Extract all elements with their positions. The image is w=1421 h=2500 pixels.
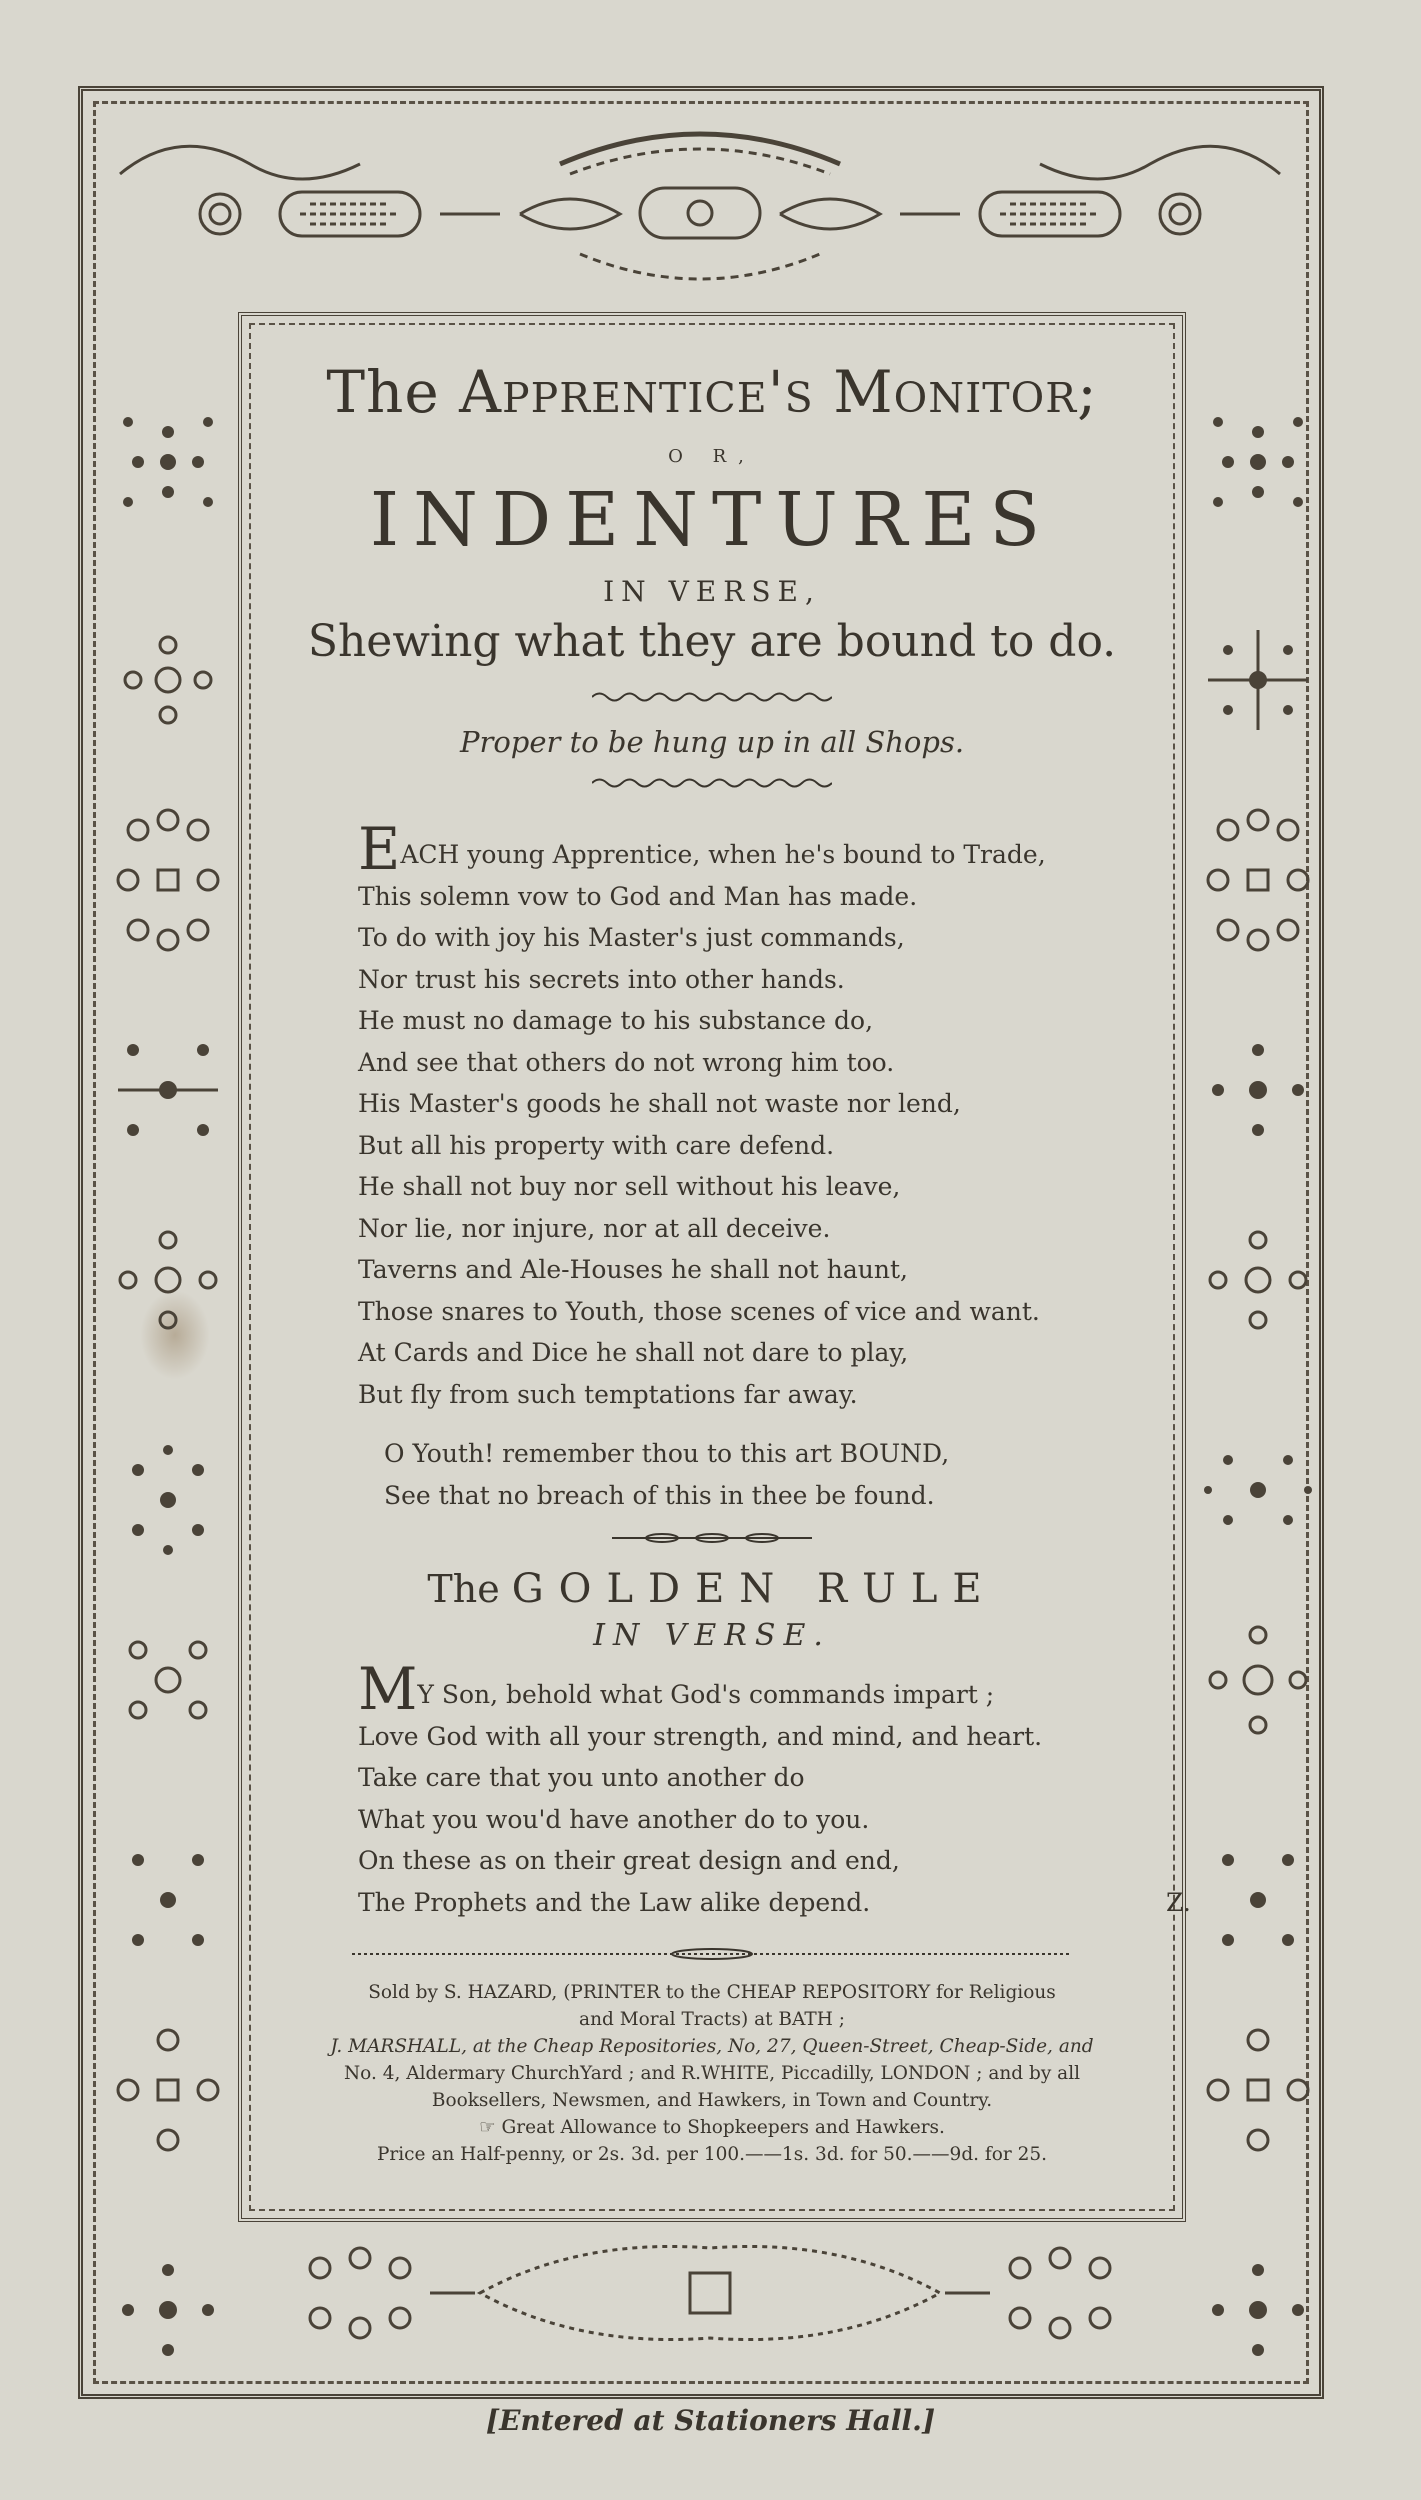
header-ornament	[100, 104, 1300, 304]
author-signature: Z.	[1166, 1887, 1191, 1917]
side-ornament-left-6	[98, 1420, 238, 1580]
side-ornament-right-6	[1188, 1410, 1328, 1570]
footer-ornament	[280, 2228, 1140, 2358]
side-ornament-left-1	[98, 382, 238, 542]
imprint-line: Booksellers, Newsmen, and Hawkers, in Town and Country.	[431, 2090, 993, 2111]
imprint-line: ☞ Great Allowance to Shopkeepers and Hawkers.	[479, 2117, 945, 2138]
verse-line: On these as on their great design and end,	[358, 1846, 900, 1875]
title-prefix: The	[326, 358, 460, 426]
title-shewing: Shewing what they are bound to do.	[307, 616, 1117, 667]
verse-line: His Master's goods he shall not waste nor lend,	[358, 1089, 961, 1118]
imprint-line: Sold by S. HAZARD, (PRINTER to the CHEAP REPOSITORY for Religious	[368, 1982, 1056, 2003]
verse-line: But all his property with care defend.	[358, 1130, 835, 1160]
printer-imprint	[262, 1979, 1162, 2168]
title-apprentices-monitor	[262, 358, 1162, 426]
verse-line	[358, 815, 1162, 883]
side-ornament-right-1	[1188, 382, 1328, 542]
side-ornament-left-9	[98, 2010, 238, 2170]
title-indentures: INDENTURES	[369, 477, 1055, 563]
title-or: O R,	[668, 446, 756, 467]
drop-cap: M	[358, 1655, 418, 1723]
golden-rule-word: GOLDEN RULE	[511, 1566, 997, 1612]
wavy-rule-1	[262, 689, 1162, 705]
title-main-smallcaps: Apprentice's Monitor;	[459, 358, 1098, 426]
imprint-line: Price an Half-penny, or 2s. 3d. per 100.——1s. 3d. for 50.——9d. for 25.	[376, 2144, 1048, 2165]
verse-line: Nor trust his secrets into other hands.	[358, 964, 845, 994]
verse-line	[358, 1655, 1162, 1723]
side-ornament-right-4	[1188, 1010, 1328, 1170]
side-ornament-left-5	[98, 1200, 238, 1360]
verse-line: This solemn vow to God and Man has made.	[358, 881, 918, 911]
broadside-content	[262, 330, 1191, 2168]
side-ornament-left-2	[98, 600, 238, 760]
verse-line: But fly from such temptations far away.	[358, 1379, 858, 1409]
verse-line: Nor lie, nor injure, nor at all deceive.	[358, 1213, 831, 1243]
closing-line: O Youth! remember thou to this art BOUND,	[384, 1439, 950, 1468]
verse-line: Take care that you unto another do	[358, 1763, 805, 1792]
verse-line: Those snares to Youth, those scenes of vice and want.	[358, 1296, 1040, 1326]
verse-line: He shall not buy nor sell without his leave,	[358, 1172, 901, 1201]
verse-line: At Cards and Dice he shall not dare to play,	[358, 1338, 909, 1367]
closing-line: See that no breach of this in thee be found.	[384, 1480, 935, 1510]
side-ornament-left-7	[98, 1600, 238, 1760]
drop-cap: E	[358, 815, 401, 883]
verse-line: He must no damage to his substance do,	[358, 1006, 874, 1035]
entered-at-stationers-hall: [Entered at Stationers Hall.]	[485, 2404, 936, 2437]
side-ornament-left-3	[98, 800, 238, 960]
subtitle-proper: Proper to be hung up in all Shops.	[459, 725, 965, 759]
imprint-divider	[262, 1945, 1162, 1965]
imprint-line: and Moral Tracts) at BATH ;	[579, 2009, 845, 2030]
side-ornament-left-8	[98, 1820, 238, 1980]
verse-line	[358, 1882, 1191, 1924]
verse-line: What you wou'd have another do to you.	[358, 1804, 870, 1834]
section-divider	[262, 1530, 1162, 1550]
wavy-rule-2	[262, 775, 1162, 791]
verse-line: Taverns and Ale-Houses he shall not haunt,	[358, 1255, 908, 1284]
verse-line: And see that others do not wrong him too.	[358, 1047, 895, 1077]
title-in-verse: IN VERSE,	[603, 575, 821, 608]
side-ornament-right-8	[1188, 1820, 1328, 1980]
verse-line: Love God with all your strength, and mind, and heart.	[358, 1721, 1043, 1751]
imprint-line: J. MARSHALL, at the Cheap Repositories, No, 27, Queen-Street, Cheap-Side, and	[330, 2036, 1094, 2057]
verse-line-text: The Prophets and the Law alike depend.	[358, 1887, 871, 1917]
golden-in-verse: IN VERSE.	[593, 1618, 831, 1653]
side-ornament-right-5	[1188, 1200, 1328, 1360]
side-ornament-right-10	[1188, 2230, 1328, 2390]
verse-indentures	[358, 815, 1162, 1415]
side-ornament-right-9	[1188, 2010, 1328, 2170]
verse-line: To do with joy his Master's just commands,	[358, 923, 905, 952]
golden-the: The	[427, 1567, 500, 1611]
verse-line-text: ACH young Apprentice, when he's bound to Trade,	[400, 840, 1046, 869]
verse-line-text: Y Son, behold what God's commands impart ;	[417, 1680, 995, 1709]
side-ornament-left-4	[98, 1010, 238, 1170]
side-ornament-right-2	[1188, 600, 1328, 760]
golden-rule-title	[262, 1566, 1162, 1612]
closing-couplet	[384, 1433, 1162, 1516]
side-ornament-right-3	[1188, 800, 1328, 960]
imprint-line: No. 4, Aldermary ChurchYard ; and R.WHITE, Piccadilly, LONDON ; and by all	[343, 2063, 1081, 2084]
side-ornament-left-10	[98, 2230, 238, 2390]
side-ornament-right-7	[1188, 1600, 1328, 1760]
verse-golden-rule	[358, 1655, 1191, 1923]
